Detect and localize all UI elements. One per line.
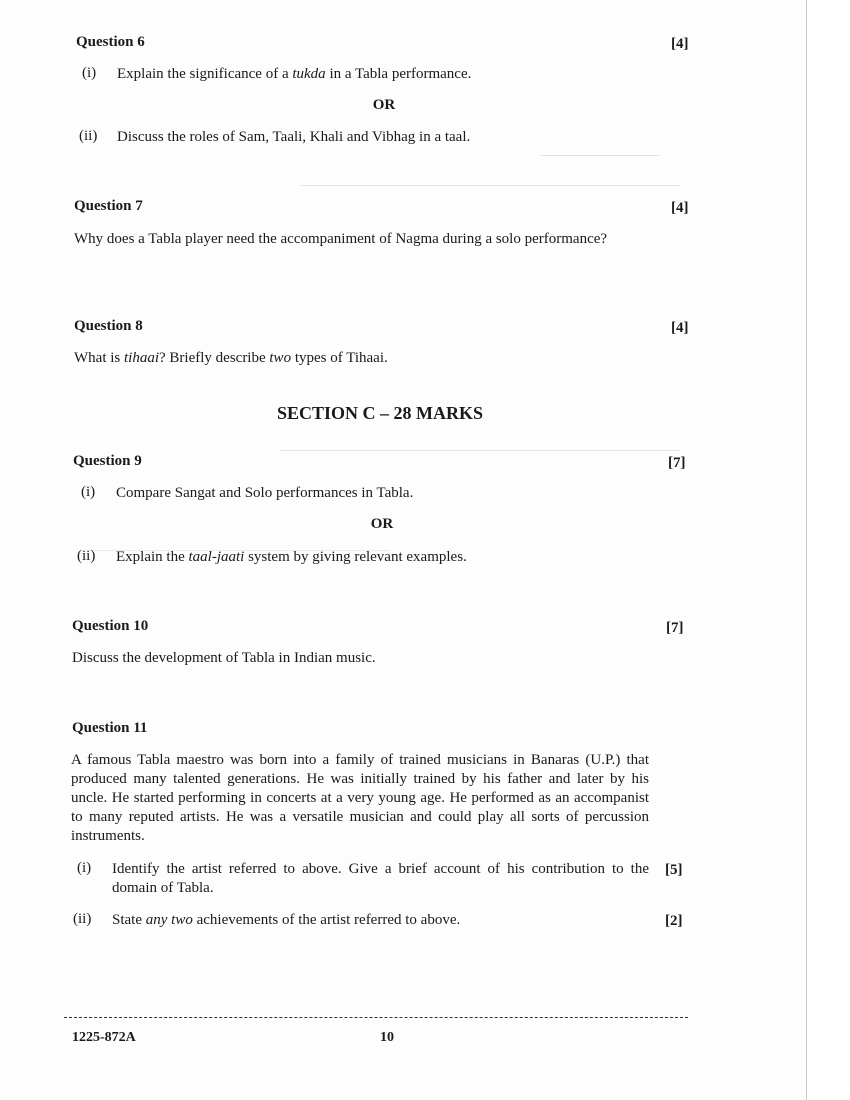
question-9-option-1-text: Compare Sangat and Solo performances in Tabla. (116, 485, 414, 501)
question-9-option-2-text: Explain the taal-jaati system by giving relevant examples. (116, 549, 467, 565)
question-11-sub-2-text: State any two achievements of the artist referred to above. (112, 912, 461, 928)
question-7-marks: [4] (671, 200, 689, 216)
question-6-option-1-number: (i) (82, 65, 97, 81)
paper-code: 1225-872A (72, 1030, 136, 1045)
page-number: 10 (380, 1030, 394, 1045)
question-11-passage: A famous Tabla maestro was born into a family of trained musicians in Banaras (U.P.) that produced many talented generations. He was initially trained by his father and later by his uncle. He started performing in concerts at a very young age. He performed as an accompanist to many reputed artists. He was a versatile musician and could play all sorts of percussion instruments. (71, 752, 649, 844)
question-10-title: Question 10 (72, 618, 149, 634)
question-7-title: Question 7 (74, 198, 143, 214)
question-7-text: Why does a Tabla player need the accompaniment of Nagma during a solo performance? (74, 231, 608, 247)
bleed-through-decoration (280, 450, 680, 459)
question-10-text: Discuss the development of Tabla in Indian music. (72, 650, 376, 666)
bleed-through-decoration (300, 185, 680, 194)
question-9-title: Question 9 (73, 453, 142, 469)
question-6-option-2-number: (ii) (79, 128, 98, 144)
question-9-marks: [7] (668, 455, 686, 471)
question-11-sub-1-text: Identify the artist referred to above. Give a brief account of his contribution to the domain of Tabla. (112, 861, 649, 896)
question-8-text: What is tihaai? Briefly describe two types of Tihaai. (74, 350, 388, 366)
question-6-option-2-text: Discuss the roles of Sam, Taali, Khali and Vibhag in a taal. (117, 129, 471, 145)
bleed-through-decoration (540, 155, 660, 164)
question-9-option-1-number: (i) (81, 484, 96, 500)
question-11-sub-1-marks: [5] (665, 862, 683, 878)
question-6-option-1-text: Explain the significance of a tukda in a Tabla performance. (117, 66, 472, 82)
section-c-heading: SECTION C – 28 MARKS (276, 403, 484, 423)
question-8-title: Question 8 (74, 318, 143, 334)
question-11-title: Question 11 (72, 720, 148, 736)
question-11-sub-1-number: (i) (77, 860, 92, 876)
footer-divider (64, 1017, 688, 1018)
question-11-sub-2-marks: [2] (665, 913, 683, 929)
question-9-option-2-number: (ii) (77, 548, 96, 564)
question-10-marks: [7] (666, 620, 684, 636)
question-8-marks: [4] (671, 320, 689, 336)
question-6-or: OR (372, 97, 396, 113)
question-11-sub-2-number: (ii) (73, 911, 92, 927)
question-6-marks: [4] (671, 36, 689, 52)
question-6-title: Question 6 (76, 34, 145, 50)
question-9-or: OR (370, 516, 394, 532)
